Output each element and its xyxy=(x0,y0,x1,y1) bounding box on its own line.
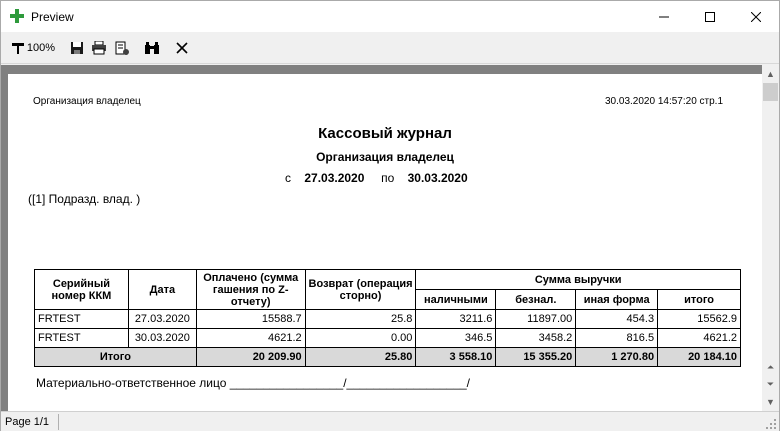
scroll-down-button[interactable] xyxy=(762,393,779,410)
double-up-icon: ⏶ xyxy=(766,362,775,372)
app-cross-icon xyxy=(10,9,24,23)
period-to-label: по xyxy=(381,171,395,185)
cell-total: 15562.9 xyxy=(658,310,741,329)
col-paid: Оплачено (сумма гашения по Z-отчету) xyxy=(196,270,305,310)
zoom-label: 100% xyxy=(26,42,56,54)
window-title: Preview xyxy=(31,10,74,24)
binoculars-icon xyxy=(144,41,160,55)
table-header-row xyxy=(35,270,741,290)
double-down-icon: ⏷ xyxy=(766,379,775,389)
cell-paid: 4621.2 xyxy=(196,329,305,348)
page-header-timestamp: 30.03.2020 14:57:20 стр.1 xyxy=(605,96,724,107)
page-header-organization: Организация владелец xyxy=(33,96,141,107)
close-preview-icon xyxy=(176,42,188,54)
totals-refund: 25.80 xyxy=(305,348,416,367)
zoom-pin-icon xyxy=(11,41,25,55)
minimize-icon xyxy=(659,12,669,22)
totals-row xyxy=(35,348,741,367)
printer-icon xyxy=(91,41,107,55)
totals-cashless: 15 355.20 xyxy=(496,348,576,367)
save-button[interactable] xyxy=(68,38,86,58)
col-date: Дата xyxy=(128,270,196,310)
totals-paid: 20 209.90 xyxy=(196,348,305,367)
cell-paid: 15588.7 xyxy=(196,310,305,329)
cell-date: 30.03.2020 xyxy=(128,329,196,348)
scroll-up-icon: ▲ xyxy=(766,68,775,79)
save-icon xyxy=(70,41,84,55)
col-total: итого xyxy=(658,290,741,310)
col-refund: Возврат (операция сторно) xyxy=(305,270,416,310)
print-button[interactable] xyxy=(89,38,109,58)
status-bar xyxy=(1,411,779,431)
preview-viewport[interactable] xyxy=(1,65,762,411)
report-title: Кассовый журнал xyxy=(318,125,452,142)
close-window-button[interactable] xyxy=(733,1,779,32)
resize-grip-icon[interactable] xyxy=(765,418,777,430)
cell-serial: FRTEST xyxy=(35,310,129,329)
report-subdivision: ([1] Подразд. влад. ) xyxy=(28,192,141,206)
col-cash: наличными xyxy=(416,290,496,310)
totals-cash: 3 558.10 xyxy=(416,348,496,367)
period-from-label: с xyxy=(285,171,291,185)
period-to-date: 30.03.2020 xyxy=(407,171,468,185)
cell-cash: 346.5 xyxy=(416,329,496,348)
report-period xyxy=(285,171,468,185)
table-row xyxy=(35,329,741,348)
maximize-icon xyxy=(705,12,715,22)
page-setup-button[interactable] xyxy=(112,38,132,58)
cell-total: 4621.2 xyxy=(658,329,741,348)
cell-cashless: 11897.00 xyxy=(496,310,576,329)
totals-total: 20 184.10 xyxy=(658,348,741,367)
scroll-up-button[interactable] xyxy=(762,65,779,82)
status-divider xyxy=(58,414,59,430)
report-organization: Организация владелец xyxy=(316,150,454,164)
cell-other: 454.3 xyxy=(576,310,658,329)
minimize-button[interactable] xyxy=(641,1,687,32)
cell-date: 27.03.2020 xyxy=(128,310,196,329)
cell-serial: FRTEST xyxy=(35,329,129,348)
cash-journal-table xyxy=(34,269,741,367)
table-row xyxy=(35,310,741,329)
totals-other: 1 270.80 xyxy=(576,348,658,367)
cell-refund: 0.00 xyxy=(305,329,416,348)
cell-other: 816.5 xyxy=(576,329,658,348)
col-serial: Серийный номер ККМ xyxy=(35,270,129,310)
page-setup-icon xyxy=(114,40,130,56)
title-bar xyxy=(1,1,779,32)
toolbar xyxy=(1,32,779,64)
scroll-page-up-button[interactable] xyxy=(762,359,779,376)
page-indicator: Page 1/1 xyxy=(5,416,50,428)
cell-cash: 3211.6 xyxy=(416,310,496,329)
vertical-scrollbar[interactable] xyxy=(762,65,779,411)
totals-label: Итого xyxy=(35,348,197,367)
close-preview-button[interactable] xyxy=(173,38,191,58)
cell-refund: 25.8 xyxy=(305,310,416,329)
report-page xyxy=(8,74,762,411)
scroll-down-icon: ▼ xyxy=(766,396,775,407)
cell-cashless: 3458.2 xyxy=(496,329,576,348)
scroll-page-down-button[interactable] xyxy=(762,376,779,393)
period-from-date: 27.03.2020 xyxy=(304,171,365,185)
close-icon xyxy=(751,12,761,22)
col-revenue-group: Сумма выручки xyxy=(416,270,741,290)
find-button[interactable] xyxy=(142,38,162,58)
col-other: иная форма xyxy=(576,290,658,310)
col-cashless: безнал. xyxy=(496,290,576,310)
zoom-button[interactable] xyxy=(8,38,58,58)
signature-line: Материально-ответственное лицо _________________/__________________/ xyxy=(36,376,471,390)
scroll-thumb[interactable] xyxy=(763,83,778,101)
maximize-button[interactable] xyxy=(687,1,733,32)
